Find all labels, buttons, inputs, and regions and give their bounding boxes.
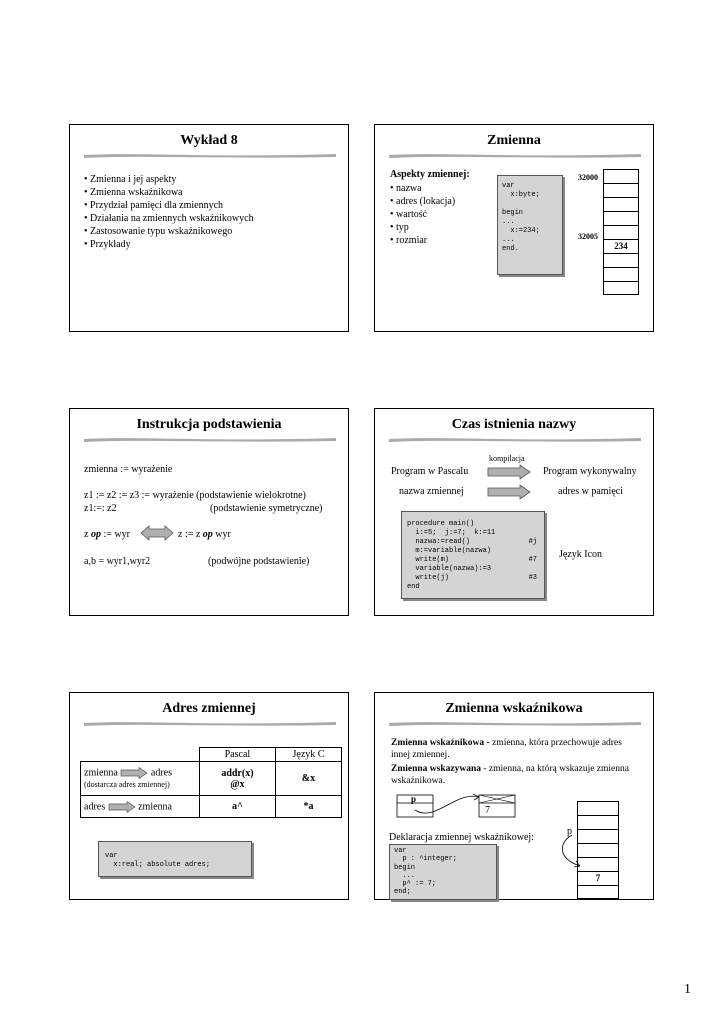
memory-cells (603, 169, 639, 295)
double-assignment-desc: (podwójne podstawienie) (208, 556, 310, 567)
code-line: end (407, 583, 420, 591)
address-table (80, 747, 342, 818)
code-line: variable(nazwa):=3 (407, 565, 492, 573)
c-addr-cell: &x (275, 762, 341, 796)
code-line: m:=variable(nazwa) (407, 547, 492, 555)
slide-instrukcja-podstawienia (69, 408, 349, 616)
pascal-program-label: Program w Pascalu (391, 466, 469, 477)
list-item: • Zmienna i jej aspekty (84, 174, 177, 185)
swap-line: z1:=: z2 (84, 503, 117, 514)
row-sublabel: (dostarcza adres zmiennej) (84, 780, 170, 789)
code-line: i:=5; j:=7; k:=11 (407, 529, 496, 537)
pointee-value: 7 (485, 805, 490, 816)
code-line: procedure main() (407, 520, 475, 528)
op-left: z op := wyr (84, 529, 130, 540)
right-arrow-icon (487, 484, 531, 500)
double-arrow-icon (140, 525, 174, 541)
code-text: var p : ^integer; begin ... p^ := 7; end; (394, 847, 458, 897)
op-right: z := z op wyr (178, 529, 231, 540)
code-box (389, 844, 497, 900)
aspects-list (390, 182, 455, 247)
row-label: adres zmienna (81, 796, 200, 818)
title-brush-underline (389, 435, 641, 443)
assignment-line: zmienna := wyrażenie (84, 464, 173, 475)
slide-title: Adres zmiennej (162, 701, 256, 716)
table-row (81, 762, 342, 796)
topic-list (84, 173, 254, 251)
code-box (98, 841, 252, 877)
title-brush-underline (84, 719, 336, 727)
list-item: • Przykłady (84, 239, 131, 250)
row-label: zmienna adres (dostarcza adres zmiennej) (81, 762, 200, 796)
list-item: • adres (lokacja) (390, 196, 456, 207)
page-number: 1 (684, 982, 691, 997)
list-item: • typ (390, 222, 409, 233)
c-deref-cell: *a (275, 796, 341, 818)
slide-wyklad-8 (69, 124, 349, 332)
slide-title: Wykład 8 (180, 133, 238, 148)
address-32005: 32005 (578, 232, 598, 241)
code-line: nazwa:=read() #j (407, 538, 537, 546)
pascal-deref-cell: a^ (199, 796, 275, 818)
list-item: • Działania na zmiennych wskaźnikowych (84, 213, 254, 224)
memory-address-label: adres w pamięci (558, 486, 623, 497)
list-item: • nazwa (390, 183, 422, 194)
code-lines (407, 520, 537, 592)
code-box (497, 175, 563, 275)
list-item: • rozmiar (390, 235, 428, 246)
header-pascal: Pascal (199, 748, 275, 762)
slide-title: Zmienna (487, 133, 541, 148)
pointer-definition: Zmienna wskaźnikowa - zmienna, która przechowuje adres innej zmiennej. (391, 738, 622, 760)
right-arrow-icon (487, 464, 531, 480)
executable-program-label: Program wykonywalny (543, 466, 637, 477)
pascal-addr-cell: addr(x) @x (199, 762, 275, 796)
title-brush-underline (84, 151, 336, 159)
code-text: var x:byte; begin ... x:=234; ... end. (502, 182, 540, 253)
slide-czas-istnienia-nazwy (374, 408, 654, 616)
memory-cell-value: 234 (604, 239, 638, 253)
aspects-label: Aspekty zmiennej: (390, 169, 470, 180)
list-item: • Zmienna wskaźnikowa (84, 187, 183, 198)
slide-title: Zmienna wskaźnikowa (445, 701, 583, 716)
list-item: • wartość (390, 209, 428, 220)
pointer-arrow-icon (560, 833, 590, 877)
right-arrow-icon (120, 767, 148, 779)
kompilacja-label: kompilacja (489, 454, 525, 463)
code-line: write(m) #7 (407, 556, 537, 564)
multi-assignment-line: z1 := z2 := z3 := wyrażenie (podstawienie wielokrotne) (84, 490, 306, 501)
slide-zmienna (374, 124, 654, 332)
variable-name-label: nazwa zmiennej (399, 486, 464, 497)
slide-adres-zmiennej (69, 692, 349, 900)
address-32000: 32000 (578, 173, 598, 182)
slide-title: Czas istnienia nazwy (451, 417, 577, 432)
title-brush-underline (84, 435, 336, 443)
table-row (81, 796, 342, 818)
title-brush-underline (389, 151, 641, 159)
slide-title: Instrukcja podstawienia (136, 417, 282, 432)
code-line: write(j) #3 (407, 574, 537, 582)
pointer-label: p (411, 794, 417, 804)
slide-zmienna-wskaznikowa (374, 692, 654, 900)
table-row (81, 748, 342, 762)
right-arrow-icon (108, 801, 136, 813)
swap-desc: (podstawienie symetryczne) (210, 503, 323, 514)
double-assignment-line: a,b = wyr1,wyr2 (84, 556, 151, 567)
list-item: • Przydział pamięci dla zmiennych (84, 200, 224, 211)
code-text: var x:real; absolute adres; (105, 852, 211, 869)
pointee-definition: Zmienna wskazywana - zmienna, na którą wskazuje zmienna wskaźnikowa. (391, 764, 629, 786)
pointer-label-2: p (567, 826, 572, 837)
list-item: • Zastosowanie typu wskaźnikowego (84, 226, 233, 237)
header-c: Język C (275, 748, 341, 762)
title-brush-underline (389, 719, 641, 727)
code-box (401, 511, 545, 599)
declaration-label: Deklaracja zmiennej wskaźnikowej: (389, 832, 534, 843)
icon-language-label: Język Icon (559, 549, 603, 560)
memory-cell-value: 7 (578, 871, 618, 885)
